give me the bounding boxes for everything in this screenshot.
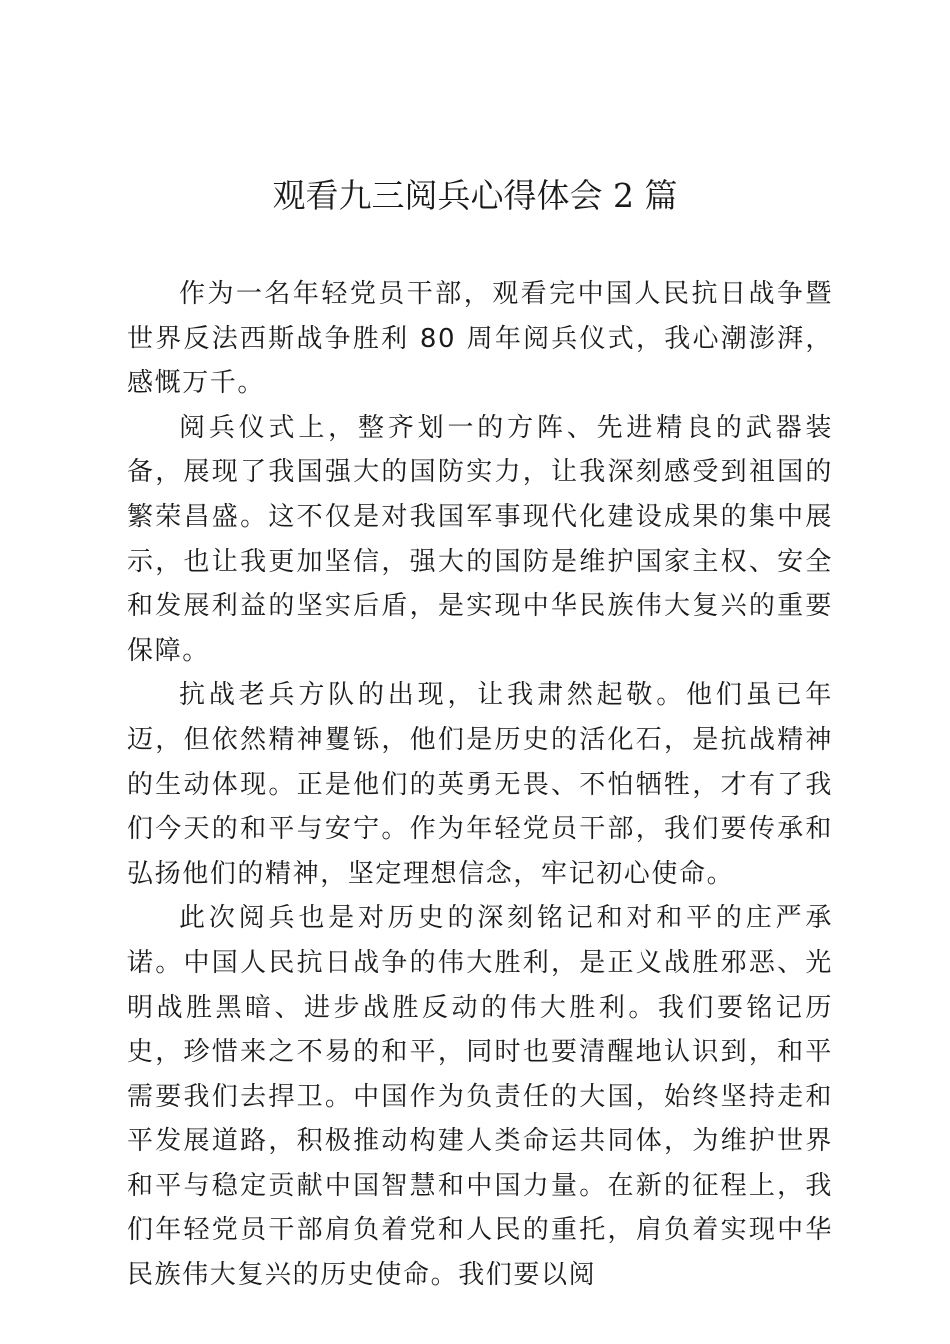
paragraph-1: 作为一名年轻党员干部，观看完中国人民抗日战争暨世界反法西斯战争胜利 80 周年阅兵仪式，我心潮澎湃，感慨万千。	[127, 279, 833, 399]
paragraph-4: 此次阅兵也是对历史的深刻铭记和对和平的庄严承诺。中国人民抗日战争的伟大胜利，是正义战胜邪恶、光明战胜黑暗、进步战胜反动的伟大胜利。我们要铭记历史，珍惜来之不易的和平，同时也要清醒地认识到，和平需要我们去捍卫。中国作为负责任的大国，始终坚持走和平发展道路，积极推动构建人类命运共同体，为维护世界和平与稳定贡献中国智慧和中国力量。在新的征程上，我们年轻党员干部肩负着党和人民的重托，肩负着实现中华民族伟大复兴的历史使命。我们要以阅	[127, 903, 833, 1291]
paragraph-2: 阅兵仪式上，整齐划一的方阵、先进精良的武器装备，展现了我国强大的国防实力，让我深刻感受到祖国的繁荣昌盛。这不仅是对我国军事现代化建设成果的集中展示，也让我更加坚信，强大的国防是维护国家主权、安全和发展利益的坚实后盾，是实现中华民族伟大复兴的重要保障。	[127, 412, 833, 666]
paragraph-3: 抗战老兵方队的出现，让我肃然起敬。他们虽已年迈，但依然精神矍铄，他们是历史的活化石，是抗战精神的生动体现。正是他们的英勇无畏、不怕牺牲，才有了我们今天的和平与安宁。作为年轻党员干部，我们要传承和弘扬他们的精神，坚定理想信念，牢记初心使命。	[127, 680, 833, 889]
document-body	[127, 272, 833, 1298]
document-title: 观看九三阅兵心得体会 2 篇	[272, 176, 678, 215]
